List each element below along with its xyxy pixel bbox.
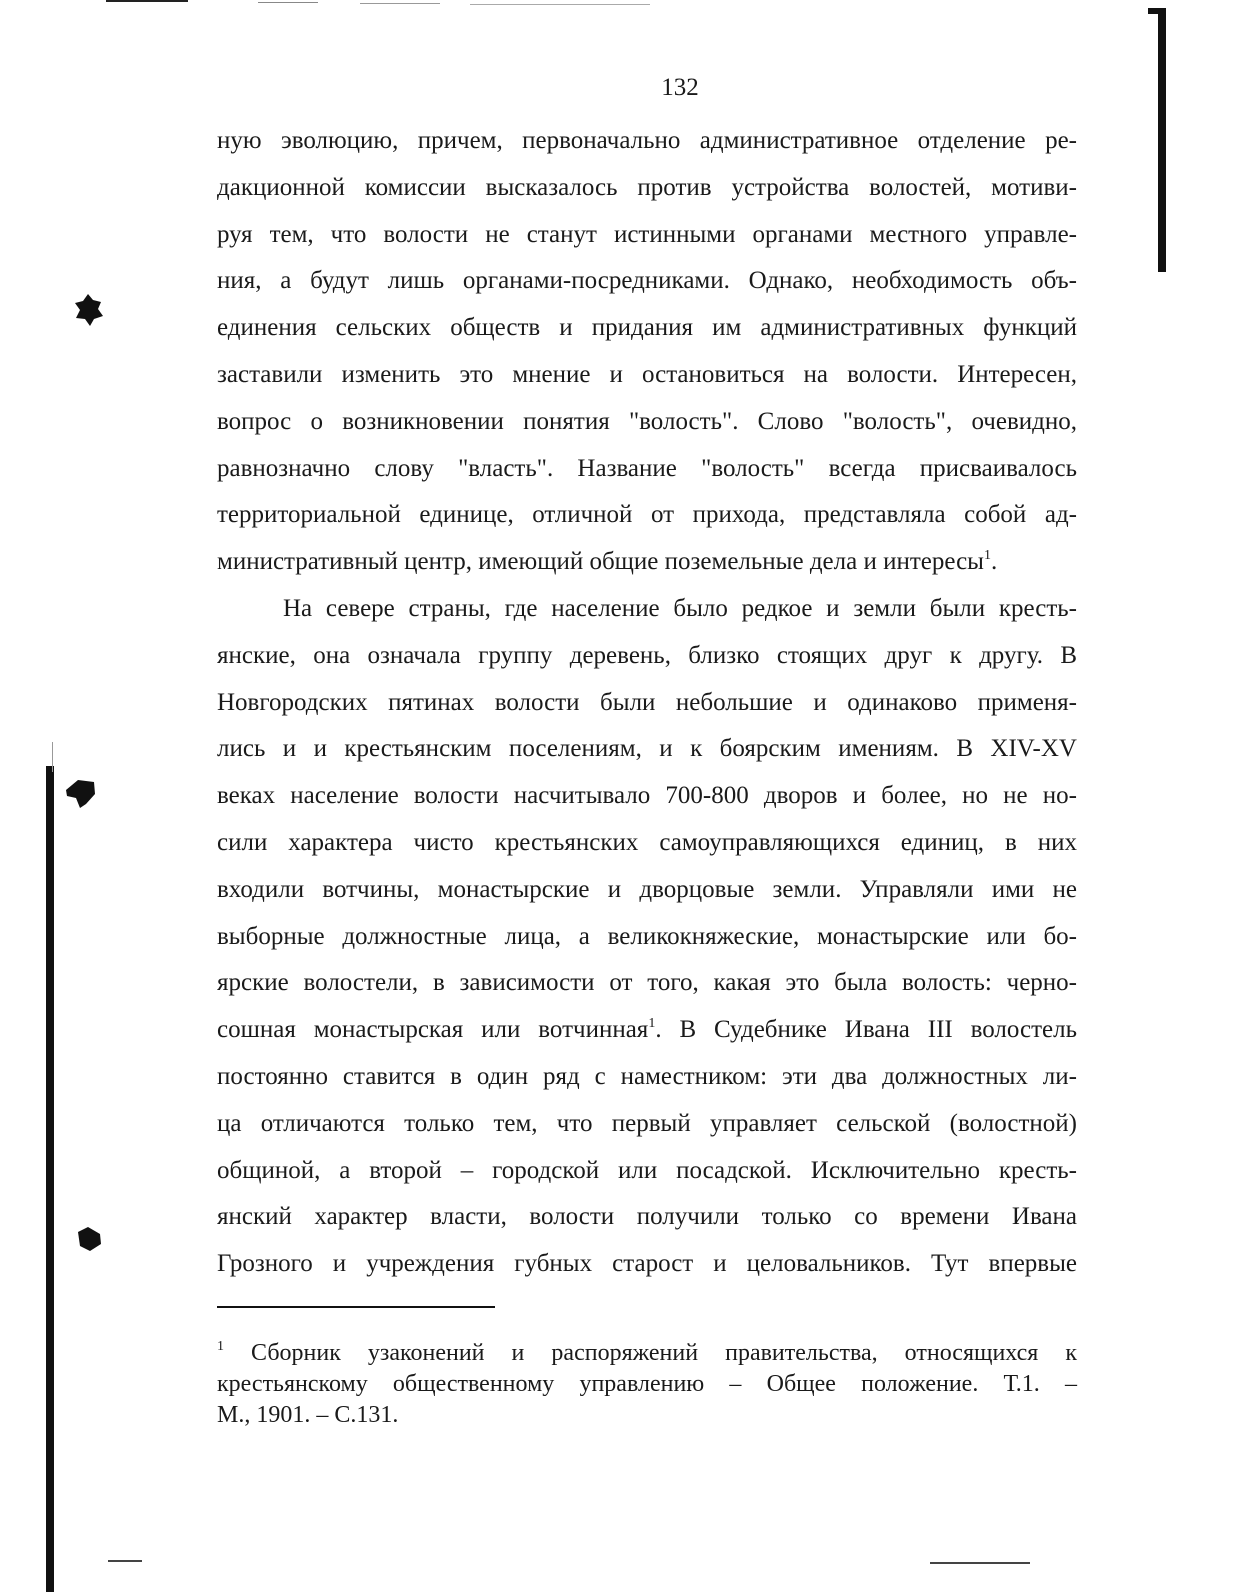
footnote-separator (217, 1306, 495, 1308)
footnote-reference[interactable]: 1 (983, 548, 991, 564)
text-line: На севере страны, где население было редкое и земли были кресть- (283, 594, 1077, 622)
text-line: янские, она означала группу деревень, близко стоящих друг к другу. В (217, 641, 1077, 669)
scan-edge-left-thin (52, 742, 53, 772)
text-line: ярские волостели, в зависимости от того, какая это была волость: черно- (217, 969, 1077, 997)
text-line: выборные должностные лица, а великокняжеские, монастырские или бо- (217, 922, 1077, 950)
text-fragment: министративный центр, имеющий общие поземельные дела и интересы (217, 548, 984, 576)
scan-edge-top-center (258, 2, 318, 3)
text-line: территориальной единице, отличной от прихода, представляла собой ад- (217, 501, 1077, 529)
footnote-line: крестьянскому общественному управлению – Общее положение. Т.1. – (217, 1371, 1077, 1397)
punch-hole-blot-1 (74, 294, 104, 326)
scan-edge-top-center-2 (360, 3, 440, 4)
text-line: янский характер власти, волости получили только со времени Ивана (217, 1203, 1077, 1231)
text-line: заставили изменить это мнение и остановиться на волости. Интересен, (217, 360, 1077, 388)
page-number: 132 (661, 74, 699, 101)
text-line: дакционной комиссии высказалось против устройства волостей, мотиви- (217, 173, 1077, 201)
text-fragment: . (990, 548, 998, 576)
text-line: постоянно ставится в один ряд с наместником: эти два должностных ли- (217, 1062, 1077, 1090)
text-fragment: сошная монастырская или вотчинная (217, 1016, 649, 1044)
punch-hole-blot-3 (76, 1226, 102, 1252)
body-text (217, 118, 1077, 1288)
text-line: лись и и крестьянским поселениям, и к боярским имениям. В XIV-XV (217, 735, 1077, 763)
scan-edge-right-bar (1158, 10, 1166, 272)
footnote-reference[interactable]: 1 (648, 1016, 656, 1032)
text-line: входили вотчины, монастырские и дворцовые земли. Управляли ими не (217, 875, 1077, 903)
scan-edge-left-bar (46, 766, 54, 1592)
text-line: общиной, а второй – городской или посадской. Исключительно кресть- (217, 1156, 1077, 1184)
paragraph-2 (217, 586, 1077, 1288)
footnote-line (217, 1338, 1077, 1369)
text-line: ца отличаются только тем, что первый управляет сельской (волостной) (217, 1109, 1077, 1137)
text-line: единения сельских обществ и придания им административных функций (217, 314, 1077, 342)
text-line (217, 1007, 1077, 1054)
footnote-line: М., 1901. – С.131. (217, 1402, 399, 1428)
text-line: сили характера чисто крестьянских самоуправляющихся единиц, в них (217, 828, 1077, 856)
scan-edge-bottom-right (930, 1562, 1030, 1564)
text-line: руя тем, что волости не станут истинными органами местного управле- (217, 220, 1077, 248)
text-line: вопрос о возникновении понятия "волость". Слово "волость", очевидно, (217, 407, 1077, 435)
scan-edge-top-left (106, 0, 188, 2)
text-fragment: . В Судебнике Ивана III волостель (655, 1016, 1077, 1044)
footnote-mark: 1 (217, 1339, 224, 1354)
scan-edge-bottom-left (108, 1560, 142, 1562)
text-line: ную эволюцию, причем, первоначально административное отделение ре- (217, 127, 1077, 154)
scan-edge-top-center-3 (470, 4, 650, 5)
text-line: ния, а будут лишь органами-посредниками. Однако, необходимость объ- (217, 267, 1077, 295)
text-line: Грозного и учреждения губных старост и целовальников. Тут впервые (217, 1250, 1077, 1278)
scan-edge-right-cap (1148, 8, 1166, 14)
text-fragment: Сборник узаконений и распоряжений правительства, относящихся к (224, 1340, 1077, 1366)
punch-hole-blot-2 (64, 778, 96, 808)
text-line (217, 539, 1077, 586)
paragraph-1 (217, 118, 1077, 586)
text-line: равнозначно слову "власть". Название "волость" всегда присваивалось (217, 454, 1077, 482)
text-line: веках население волости насчитывало 700-800 дворов и более, но не но- (217, 782, 1077, 810)
footnote (217, 1338, 1077, 1431)
text-line: Новгородских пятинах волости были небольшие и одинаково применя- (217, 688, 1077, 716)
